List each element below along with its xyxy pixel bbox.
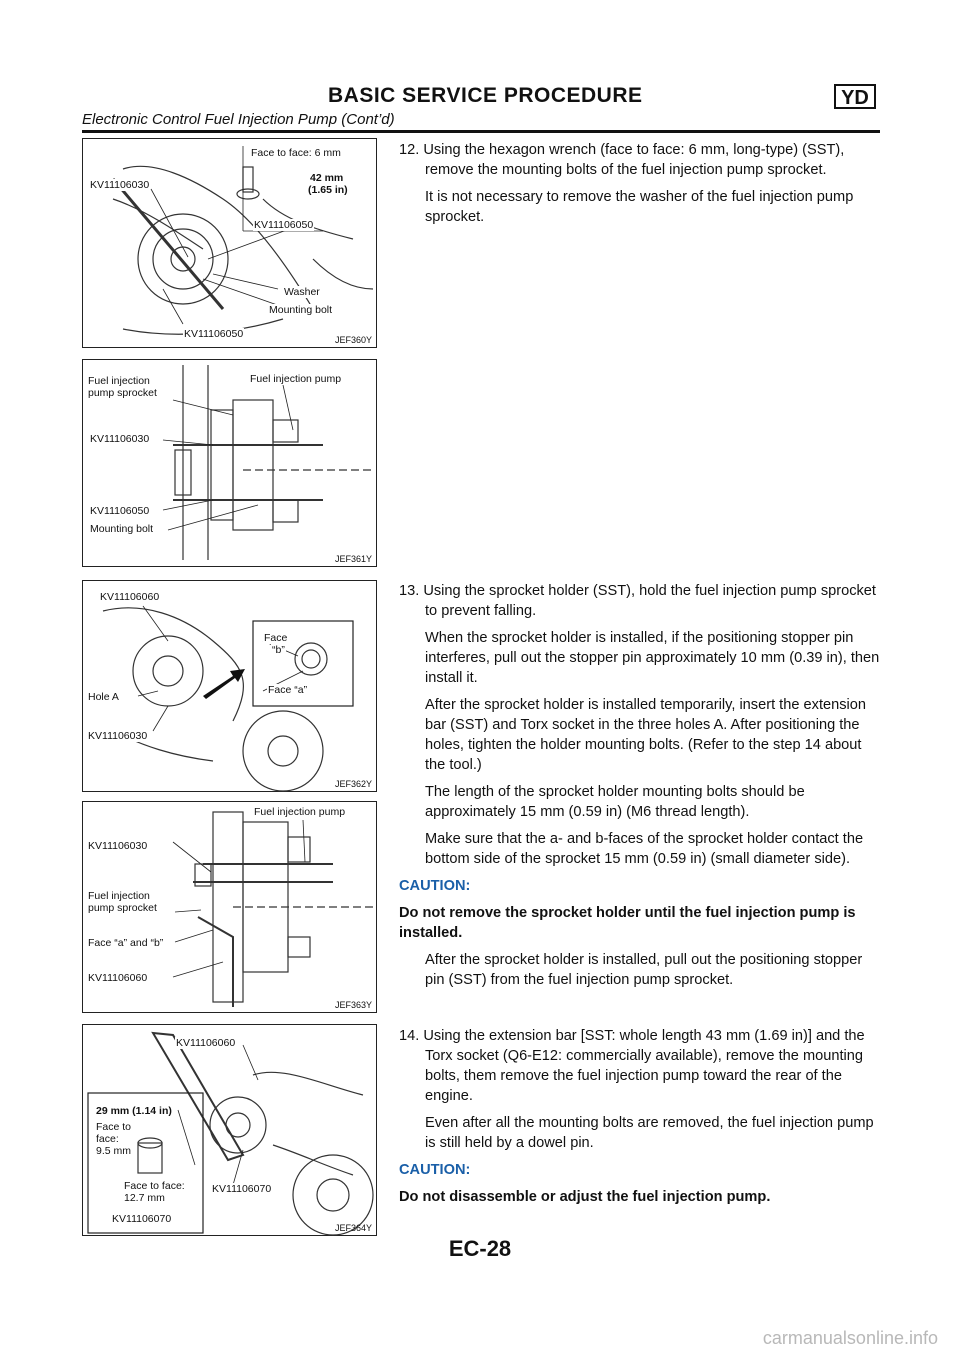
figure-jef361y xyxy=(82,359,377,567)
callout-kv11106030: KV11106030 xyxy=(90,433,150,445)
callout-fuel-injection-pump: Fuel injection pump xyxy=(250,373,342,385)
callout-kv11106060: KV11106060 xyxy=(176,1037,236,1049)
callout-sprocket-line2: pump sprocket xyxy=(88,902,157,914)
callout-sprocket-line1: Fuel injection xyxy=(88,890,150,902)
callout-mounting-bolt: Mounting bolt xyxy=(269,304,333,316)
engine-code-badge: YD xyxy=(834,84,876,109)
step-14-main: 14. Using the extension bar [SST: whole length 43 mm (1.69 in)] and the Torx socket (Q6-E12: commercially available), remove the mounting bolts, them remove the fuel injection pump toward the rear of the engine. xyxy=(399,1028,865,1104)
figure-jef360y-drawing xyxy=(83,139,378,349)
figure-code: JEF363Y xyxy=(334,1000,372,1010)
figure-jef362y-drawing xyxy=(83,581,378,793)
step-13-para-2: After the sprocket holder is installed temporarily, insert the extension bar (SST) and Torx socket in the three holes A. After positioning the holes, tighten the holder mounting bolts. (Refer to the step 14 about the tool.) xyxy=(425,697,866,773)
callout-face-label: Face xyxy=(264,632,288,644)
callout-face-line4: Face to face: xyxy=(124,1180,185,1192)
figure-code: JEF361Y xyxy=(334,554,372,564)
callout-face-a-and-b: Face “a” and “b” xyxy=(88,937,164,949)
callout-kv11106030: KV11106030 xyxy=(88,730,148,742)
callout-washer: Washer xyxy=(284,286,320,298)
step-13-caution-text: Do not remove the sprocket holder until the fuel injection pump is installed. xyxy=(399,905,856,941)
figure-jef363y xyxy=(82,801,377,1013)
figure-code: JEF360Y xyxy=(334,335,372,345)
callout-sprocket-line1: Fuel injection xyxy=(88,375,150,387)
step-14 xyxy=(399,1026,881,1214)
callout-kv11106060: KV11106060 xyxy=(100,591,160,603)
page-subtitle: Electronic Control Fuel Injection Pump (Cont’d) xyxy=(82,111,395,128)
callout-kv11106030: KV11106030 xyxy=(90,179,150,191)
step-13-para-5: After the sprocket holder is installed, pull out the positioning stopper pin (SST) from the fuel injection pump sprocket. xyxy=(425,952,863,988)
callout-kv11106070-bottom: KV11106070 xyxy=(112,1213,172,1225)
callout-kv11106070-mid: KV11106070 xyxy=(212,1183,272,1195)
callout-kv11106030: KV11106030 xyxy=(88,840,148,852)
figure-code: JEF362Y xyxy=(334,779,372,789)
step-13-para-4: Make sure that the a- and b-faces of the sprocket holder contact the bottom side of the sprocket 15 mm (0.59 in) (small diameter side). xyxy=(425,831,864,867)
step-12-note: It is not necessary to remove the washer of the fuel injection pump sprocket. xyxy=(425,189,854,225)
callout-hole-a: Hole A xyxy=(88,691,119,703)
step-13-main: 13. Using the sprocket holder (SST), hold the fuel injection pump sprocket to prevent falling. xyxy=(399,583,876,619)
callout-face-line2: face: xyxy=(96,1133,119,1145)
callout-face-b: “b” xyxy=(272,644,285,656)
page-title: BASIC SERVICE PROCEDURE xyxy=(328,84,643,107)
callout-kv11106050: KV11106050 xyxy=(90,505,150,517)
callout-sprocket-line2: pump sprocket xyxy=(88,387,157,399)
step-13-caution-label: CAUTION: xyxy=(399,878,471,894)
step-13-para-3: The length of the sprocket holder mounting bolts should be approximately 15 mm (0.59 in) (M6 thread length). xyxy=(425,784,805,820)
callout-face-line3: 9.5 mm xyxy=(96,1145,132,1157)
callout-length-in: (1.65 in) xyxy=(308,184,348,196)
figure-jef360y xyxy=(82,138,377,348)
step-14-caution-text: Do not disassemble or adjust the fuel injection pump. xyxy=(399,1189,771,1205)
step-14-para-1: Even after all the mounting bolts are removed, the fuel injection pump is still held by a dowel pin. xyxy=(425,1115,874,1151)
callout-kv11106060: KV11106060 xyxy=(88,972,148,984)
step-14-caution-label: CAUTION: xyxy=(399,1162,471,1178)
callout-kv11106050-bottom: KV11106050 xyxy=(184,328,244,340)
step-13-para-1: When the sprocket holder is installed, if the positioning stopper pin interferes, pull out the stopper pin approximately 10 mm (0.39 in), then install it. xyxy=(425,630,880,686)
callout-face-line5: 12.7 mm xyxy=(124,1192,165,1204)
callout-face-line1: Face to xyxy=(96,1121,132,1133)
figure-code: JEF364Y xyxy=(334,1223,372,1233)
header-divider xyxy=(82,130,880,133)
step-13 xyxy=(399,581,881,997)
callout-mounting-bolt: Mounting bolt xyxy=(90,523,154,535)
watermark: carmanualsonline.info xyxy=(762,1328,938,1348)
page-number: EC-28 xyxy=(448,1236,512,1261)
callout-kv11106050-top: KV11106050 xyxy=(254,219,314,231)
step-12-main: 12. Using the hexagon wrench (face to face: 6 mm, long-type) (SST), remove the mounting bolts of the fuel injection pump sprocket. xyxy=(399,142,845,178)
callout-length: 29 mm (1.14 in) xyxy=(96,1105,172,1117)
callout-face-to-face: Face to face: 6 mm xyxy=(251,147,341,159)
callout-length-mm: 42 mm xyxy=(310,172,344,184)
callout-face-a: Face “a” xyxy=(268,684,308,696)
step-12 xyxy=(399,140,881,234)
figure-jef364y xyxy=(82,1024,377,1236)
callout-fuel-injection-pump: Fuel injection pump xyxy=(254,806,346,818)
figure-jef362y xyxy=(82,580,377,792)
